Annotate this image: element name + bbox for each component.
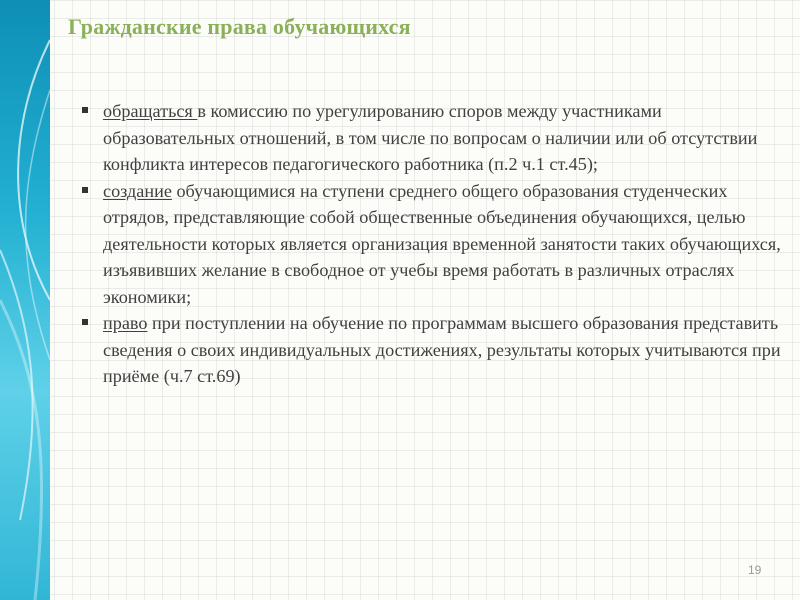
square-bullet-icon bbox=[82, 187, 88, 193]
bullet-item bbox=[82, 98, 782, 178]
square-bullet-icon bbox=[82, 107, 88, 113]
bullet-list bbox=[82, 98, 782, 390]
square-bullet-icon bbox=[82, 319, 88, 325]
bullet-text: обучающимися на ступени среднего общего образования студенческих отрядов, представляющие собой общественные объединения обучающихся, целью деятельности которых является организация временной занятости таких обучающихся, изъявивших желание в свободное от учебы время работать в различных отраслях экономики; bbox=[103, 180, 781, 307]
bullet-text: при поступлении на обучение по программам высшего образования представить сведения о своих индивидуальных достижениях, результаты которых учитываются при приёме (ч.7 ст.69) bbox=[103, 313, 781, 386]
bullet-keyword: обращаться bbox=[103, 101, 198, 121]
bullet-item bbox=[82, 310, 782, 390]
bullet-item bbox=[82, 178, 782, 311]
bullet-keyword: право bbox=[103, 313, 148, 333]
wave-decoration bbox=[0, 0, 50, 600]
bullet-text: в комиссию по урегулированию споров между участниками образовательных отношений, в том числе по вопросам о наличии или об отсутствии конфликта интересов педагогического работника (п.2 ч.1 ст.45); bbox=[103, 101, 758, 174]
decorative-side-band bbox=[0, 0, 50, 600]
slide-title: Гражданские права обучающихся bbox=[68, 14, 411, 39]
bullet-keyword: создание bbox=[103, 180, 172, 201]
slide-number: 19 bbox=[748, 563, 762, 577]
